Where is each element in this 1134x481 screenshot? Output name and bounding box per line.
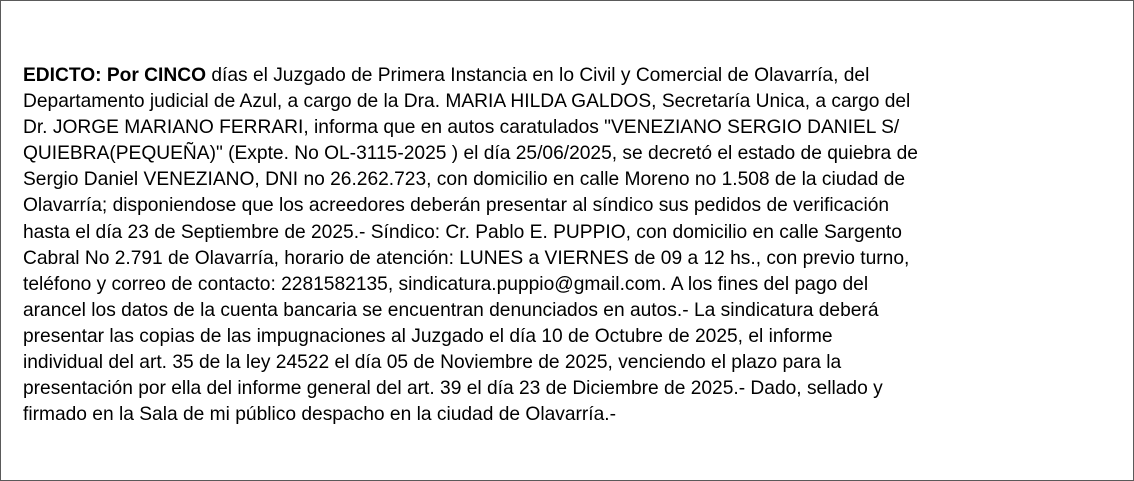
- edict-heading: EDICTO: Por CINCO: [23, 65, 207, 86]
- text-line-9: teléfono y correo de contacto: 2281582135, sindicatura.puppio@gmail.com. A los fines del pago del: [23, 273, 869, 295]
- text-line-2: Departamento judicial de Azul, a cargo de la Dra. MARIA HILDA GALDOS, Secretaría Unica, a cargo del: [23, 91, 911, 113]
- text-line-4: QUIEBRA(PEQUEÑA)" (Expte. No OL-3115-2025 ) el día 25/06/2025, se decretó el estado de quiebra de: [23, 143, 918, 165]
- text-line-3: Dr. JORGE MARIANO FERRARI, informa que en autos caratulados "VENEZIANO SERGIO DANIEL S/: [23, 117, 900, 139]
- text-line-13: presentación por ella del informe general del art. 39 el día 23 de Diciembre de 2025.- Dado, sellado y: [23, 378, 883, 400]
- text-line-11: presentar las copias de las impugnaciones al Juzgado el día 10 de Octubre de 2025, el informe: [23, 325, 833, 347]
- text-line-12: individual del art. 35 de la ley 24522 el día 05 de Noviembre de 2025, venciendo el plazo para la: [23, 352, 842, 374]
- text-line-14: firmado en la Sala de mi público despacho en la ciudad de Olavarría.-: [23, 404, 617, 426]
- text-line-1-rest: días el Juzgado de Primera Instancia en lo Civil y Comercial de Olavarría, del: [206, 65, 870, 86]
- text-line-5: Sergio Daniel VENEZIANO, DNI no 26.262.723, con domicilio en calle Moreno no 1.508 de la ciudad de: [23, 169, 906, 191]
- edict-text: [23, 63, 1133, 428]
- text-line-8: Cabral No 2.791 de Olavarría, horario de atención: LUNES a VIERNES de 09 a 12 hs., con previo turno,: [23, 247, 910, 269]
- text-line-6: Olavarría; disponiendose que los acreedores deberán presentar al síndico sus pedidos de verificación: [23, 195, 890, 217]
- text-line-7: hasta el día 23 de Septiembre de 2025.- Síndico: Cr. Pablo E. PUPPIO, con domicilio en calle Sargento: [23, 221, 902, 243]
- text-line-10: arancel los datos de la cuenta bancaria se encuentran denunciados en autos.- La sindicatura deberá: [23, 299, 879, 321]
- text-line-1: [23, 63, 1133, 89]
